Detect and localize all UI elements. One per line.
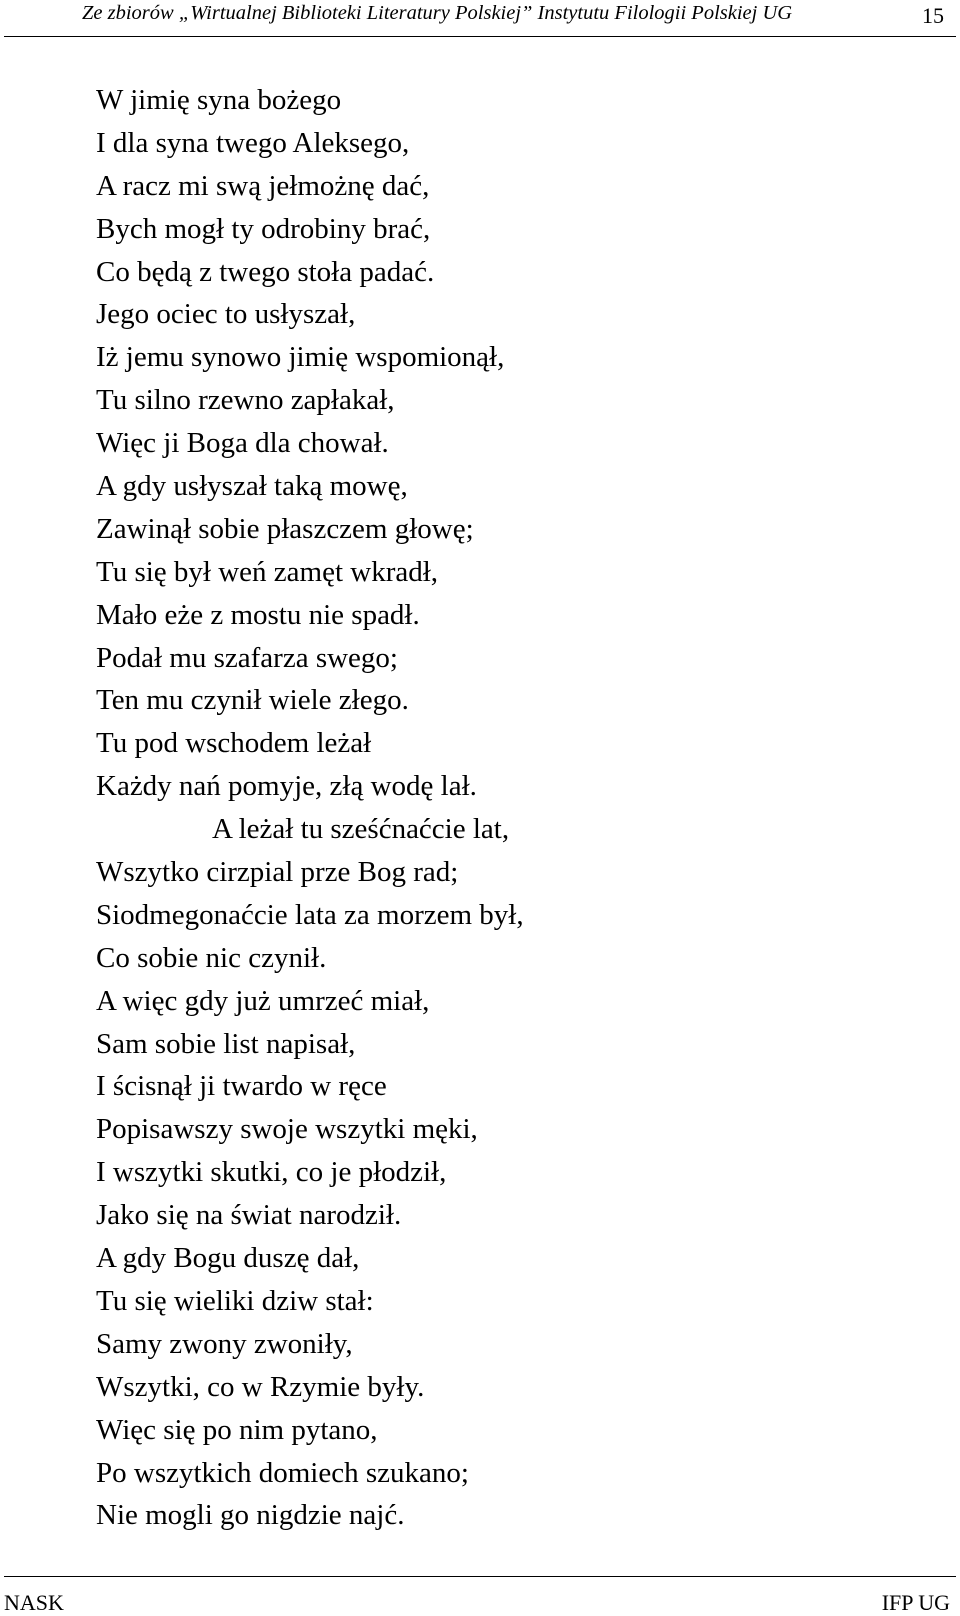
poem-line: Tu się był weń zamęt wkradł,	[96, 555, 439, 588]
poem-line: Samy zwony zwoniły,	[96, 1327, 353, 1360]
poem-line: Po wszytkich domiech szukano;	[96, 1456, 469, 1489]
poem-line: Bych mogł ty odrobiny brać,	[96, 212, 431, 245]
poem-line: Iż jemu synowo jimię wspomionął,	[96, 341, 505, 374]
poem-text	[96, 79, 524, 1537]
poem-line: Co sobie nic czynił.	[96, 941, 327, 974]
poem-line: Każdy nań pomyje, złą wodę lał.	[96, 770, 477, 803]
poem-line: Co będą z twego stoła padać.	[96, 255, 435, 288]
poem-line: I ścisnął ji twardo w ręce	[96, 1070, 387, 1103]
footer-institute: IFP UG	[881, 1590, 950, 1615]
poem-line: Siodmegonaćcie lata za morzem był,	[96, 898, 524, 931]
poem-line: Tu silno rzewno zapłakał,	[96, 384, 395, 417]
poem-line: Jego ociec to usłyszał,	[96, 298, 356, 331]
poem-line: A gdy usłyszał taką mowę,	[96, 470, 408, 503]
poem-line: Popisawszy swoje wszytki męki,	[96, 1113, 478, 1146]
poem-line: I dla syna twego Aleksego,	[96, 126, 410, 159]
poem-line: Sam sobie list napisał,	[96, 1027, 356, 1060]
poem-line: Tu pod wschodem leżał	[96, 727, 372, 760]
header-title: Ze zbiorów „Wirtualnej Biblioteki Literatury Polskiej” Instytutu Filologii Polskiej UG	[82, 2, 793, 24]
poem-line: A więc gdy już umrzeć miał,	[96, 984, 430, 1017]
poem-line: I wszytki skutki, co je płodził,	[96, 1156, 447, 1189]
poem-line: Wszytko cirzpial prze Bog rad;	[96, 856, 459, 889]
poem-line-indented: A leżał tu sześćnaćcie lat,	[212, 813, 510, 846]
poem-line: W jimię syna bożego	[96, 84, 342, 116]
footer-publisher: NASK	[4, 1590, 64, 1615]
page-header	[4, 0, 956, 37]
poem-line: Nie mogli go nigdzie najć.	[96, 1499, 405, 1532]
poem-line: Jako się na świat narodził.	[96, 1199, 402, 1232]
poem-line: Więc ji Boga dla chował.	[96, 427, 389, 460]
poem-line: Wszytki, co w Rzymie były.	[96, 1370, 425, 1403]
poem-line: Zawinął sobie płaszczem głowę;	[96, 512, 474, 545]
poem-line: Więc się po nim pytano,	[96, 1413, 378, 1446]
poem-line: Ten mu czynił wiele złego.	[96, 684, 409, 717]
poem-line: Mało eże z mostu nie spadł.	[96, 598, 420, 631]
page-number: 15	[922, 3, 944, 28]
poem-line: A gdy Bogu duszę dał,	[96, 1242, 360, 1275]
page-footer	[4, 1576, 956, 1616]
poem-line: Tu się wieliki dziw stał:	[96, 1284, 374, 1317]
poem-line: Podał mu szafarza swego;	[96, 641, 398, 674]
poem-line: A racz mi swą jełmożnę dać,	[96, 169, 430, 202]
